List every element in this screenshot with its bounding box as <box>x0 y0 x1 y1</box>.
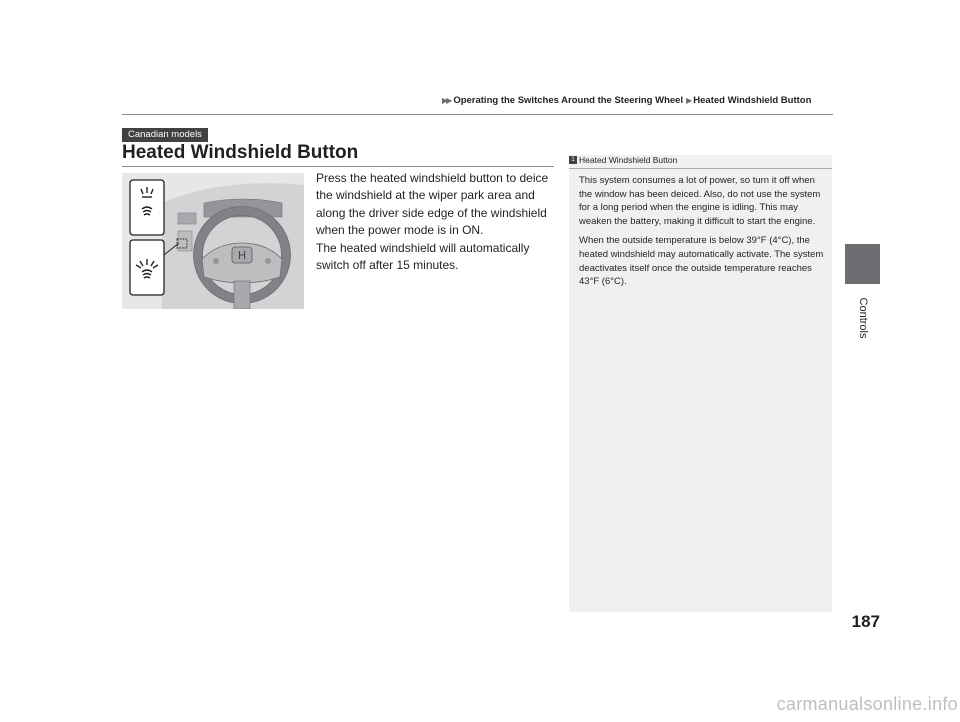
page-title: Heated Windshield Button <box>122 142 359 163</box>
breadcrumb-parent: Operating the Switches Around the Steering Wheel <box>453 95 684 106</box>
header-divider <box>122 114 833 115</box>
sidebar-heading <box>569 155 832 165</box>
breadcrumb <box>442 95 862 106</box>
title-divider <box>122 166 554 167</box>
side-tab-label: Controls <box>857 297 869 339</box>
note-icon: 1 <box>569 156 577 164</box>
double-arrow-icon: ▶▶ <box>442 96 451 105</box>
section-body <box>316 170 556 274</box>
page-number: 187 <box>851 612 880 631</box>
model-badge: Canadian models <box>122 128 208 142</box>
svg-text:H: H <box>237 249 247 262</box>
dashboard-illustration <box>122 173 304 309</box>
note-sidebar <box>569 155 832 612</box>
body-paragraph: Press the heated windshield button to deice the windshield at the wiper park area and along the driver side edge of the windshield when the power mode is in ON. <box>316 171 549 238</box>
watermark: carmanualsonline.info <box>776 694 958 714</box>
sidebar-body <box>579 174 824 295</box>
sidebar-paragraph: When the outside temperature is below 39°F (4°C), the heated windshield may automatically activate. The system deactivates itself once the outside temperature reaches 43°F (6°C). <box>579 235 824 288</box>
breadcrumb-current: Heated Windshield Button <box>693 95 812 106</box>
section-tab <box>845 244 880 284</box>
sidebar-heading-text: Heated Windshield Button <box>579 155 678 165</box>
sidebar-paragraph: This system consumes a lot of power, so turn it off when the window has been deiced. Also, do not use the system for a long period when the engine is idling. This may weaken the battery, making it difficult to start the engine. <box>579 175 821 227</box>
arrow-icon: ▶ <box>686 96 691 105</box>
body-paragraph: The heated windshield will automatically switch off after 15 minutes. <box>316 240 530 273</box>
sidebar-divider <box>569 168 832 169</box>
